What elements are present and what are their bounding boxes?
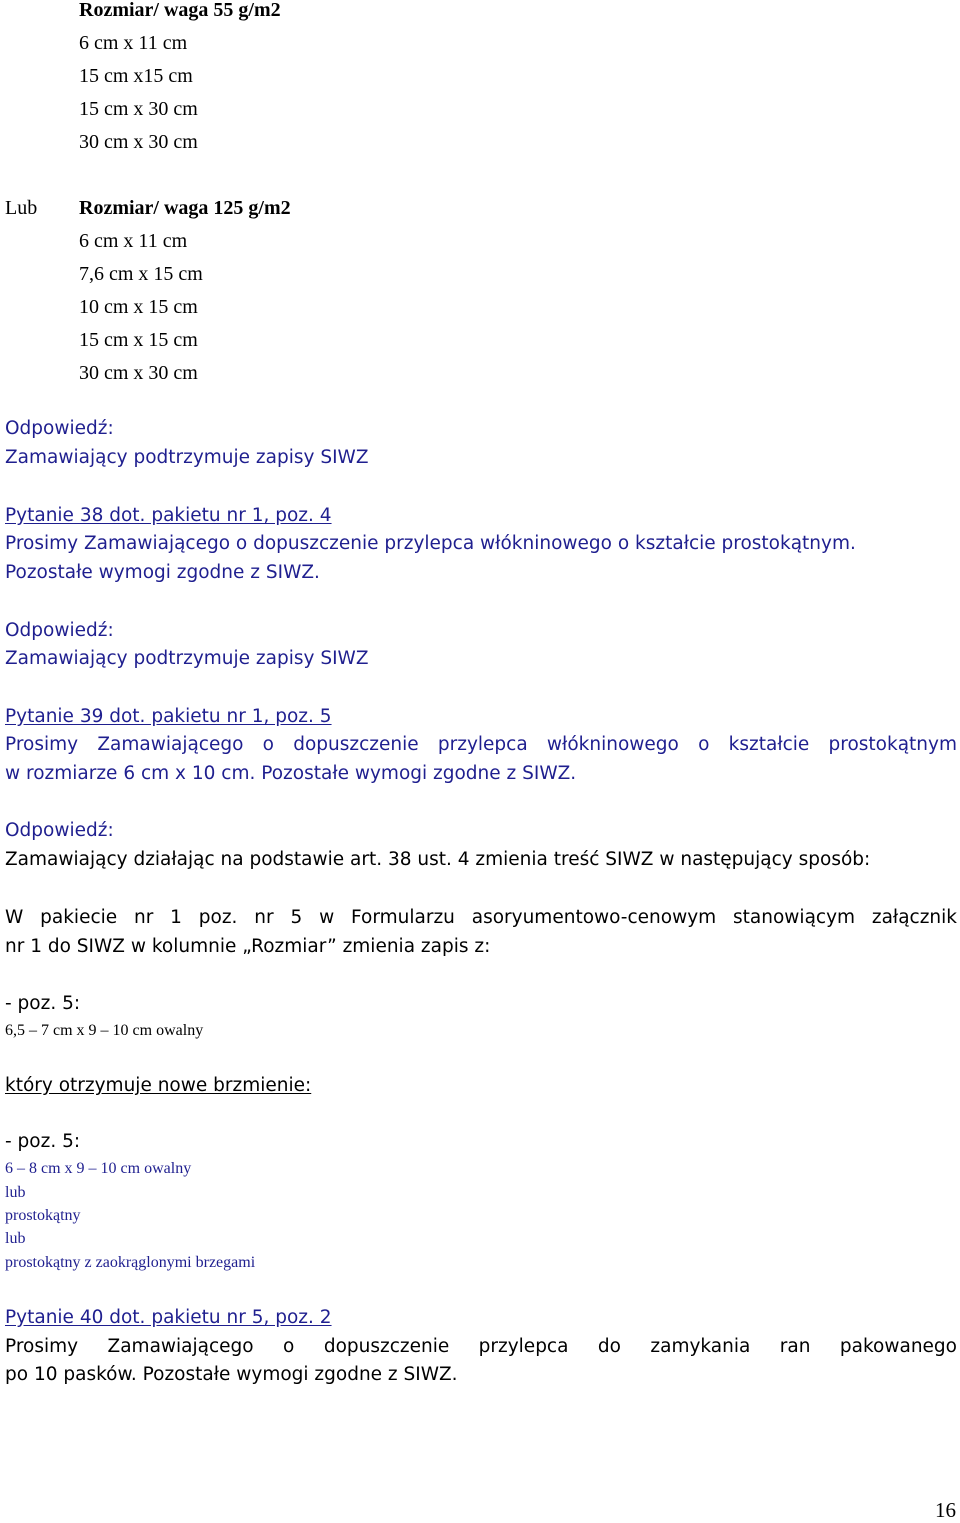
new-wording-heading: który otrzymuje nowe brzmienie: bbox=[5, 1075, 312, 1096]
answer-paragraph-line: nr 1 do SIWZ w kolumnie „Rozmiar” zmienia zapis z: bbox=[5, 936, 491, 957]
group2-size: 15 cm x 15 cm bbox=[79, 329, 198, 351]
new-position-value: lub bbox=[5, 1230, 26, 1247]
group1-size: 6 cm x 11 cm bbox=[79, 32, 188, 54]
group2-size: 10 cm x 15 cm bbox=[79, 296, 198, 318]
group1-size: 15 cm x15 cm bbox=[79, 65, 193, 87]
page-number: 16 bbox=[935, 1498, 956, 1522]
question-40-title: Pytanie 40 dot. pakietu nr 5, poz. 2 bbox=[5, 1307, 332, 1328]
question-38-line: Prosimy Zamawiającego o dopuszczenie przylepca włókninowego o kształcie prostokątnym. bbox=[5, 533, 856, 554]
old-position-label: - poz. 5: bbox=[5, 993, 81, 1014]
group2-size: 7,6 cm x 15 cm bbox=[79, 263, 203, 285]
group2-size: 30 cm x 30 cm bbox=[79, 362, 198, 384]
question-40-line: po 10 pasków. Pozostałe wymogi zgodne z SIWZ. bbox=[5, 1364, 458, 1385]
group1-size: 30 cm x 30 cm bbox=[79, 131, 198, 153]
question-39-title: Pytanie 39 dot. pakietu nr 1, poz. 5 bbox=[5, 706, 332, 727]
group2-size: 6 cm x 11 cm bbox=[79, 230, 188, 252]
question-38-title: Pytanie 38 dot. pakietu nr 1, poz. 4 bbox=[5, 505, 332, 526]
answer-label: Odpowiedź: bbox=[5, 820, 114, 841]
question-39-line: Prosimy Zamawiającego o dopuszczenie przylepca włókninowego o kształcie prostokątnym bbox=[5, 734, 957, 755]
answer-label: Odpowiedź: bbox=[5, 620, 114, 641]
old-position-value: 6,5 – 7 cm x 9 – 10 cm owalny bbox=[5, 1022, 204, 1039]
answer-text: Zamawiający podtrzymuje zapisy SIWZ bbox=[5, 447, 369, 468]
new-position-value: lub bbox=[5, 1184, 26, 1201]
answer-text: Zamawiający działając na podstawie art. 38 ust. 4 zmienia treść SIWZ w następujący sposób: bbox=[5, 849, 871, 870]
question-38-line: Pozostałe wymogi zgodne z SIWZ. bbox=[5, 562, 320, 583]
group1-size: 15 cm x 30 cm bbox=[79, 98, 198, 120]
new-position-value: 6 – 8 cm x 9 – 10 cm owalny bbox=[5, 1160, 192, 1177]
new-position-value: prostokątny bbox=[5, 1207, 81, 1224]
new-position-label: - poz. 5: bbox=[5, 1131, 81, 1152]
group1-heading: Rozmiar/ waga 55 g/m2 bbox=[79, 0, 281, 21]
answer-paragraph-line: W pakiecie nr 1 poz. nr 5 w Formularzu asoryumentowo-cenowym stanowiącym załącznik bbox=[5, 907, 957, 928]
question-40-line: Prosimy Zamawiającego o dopuszczenie przylepca do zamykania ran pakowanego bbox=[5, 1336, 957, 1357]
answer-label: Odpowiedź: bbox=[5, 418, 114, 439]
group2-prefix: Lub bbox=[5, 197, 38, 219]
answer-text: Zamawiający podtrzymuje zapisy SIWZ bbox=[5, 648, 369, 669]
question-39-line: w rozmiarze 6 cm x 10 cm. Pozostałe wymogi zgodne z SIWZ. bbox=[5, 763, 577, 784]
new-position-value: prostokątny z zaokrąglonymi brzegami bbox=[5, 1254, 256, 1271]
group2-heading: Rozmiar/ waga 125 g/m2 bbox=[79, 197, 291, 219]
